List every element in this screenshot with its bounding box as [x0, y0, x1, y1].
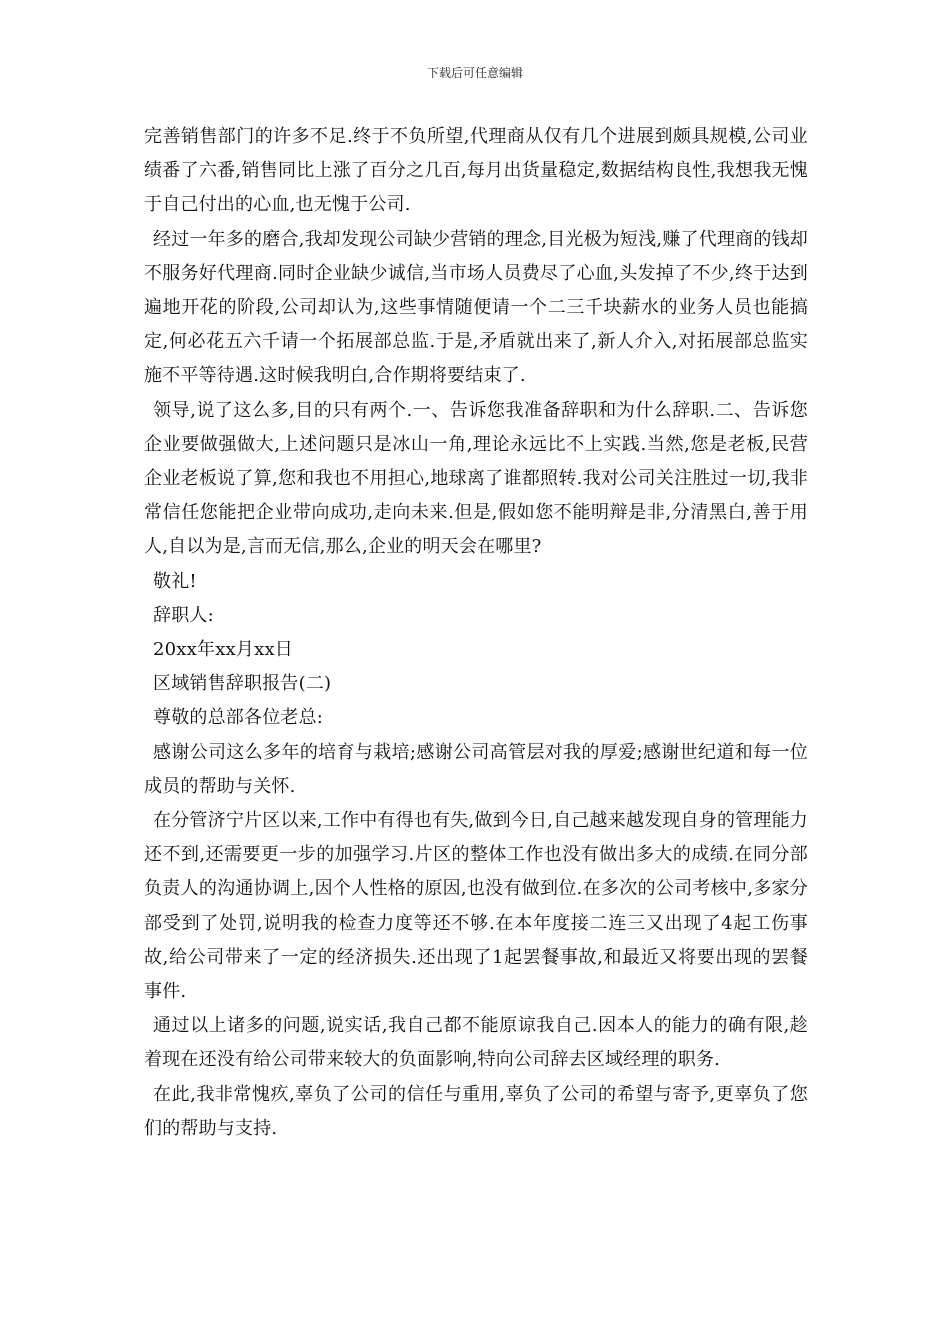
paragraph-resignation-request: 通过以上诸多的问题,说实话,我自己都不能原谅我自己.因本人的能力的确有限,趁着现在还没有给公司带来较大的负面影响,特向公司辞去区域经理的职务. [144, 1015, 808, 1071]
section-title: 区域销售辞职报告(二) [153, 673, 332, 695]
date-line: 20xx年xx月xx日 [153, 639, 294, 661]
document-body [144, 120, 808, 1146]
paragraph-apology: 在此,我非常愧疚,辜负了公司的信任与重用,辜负了公司的希望与寄予,更辜负了您们的帮助与支持. [144, 1083, 808, 1139]
signature-label: 辞职人: [153, 604, 214, 626]
paragraph-continuation: 完善销售部门的许多不足.终于不负所望,代理商从仅有几个进展到颇具规模,公司业绩番了六番,销售同比上涨了百分之几百,每月出货量稳定,数据结构良性,我想我无愧于自己付出的心血,也无愧于公司. [144, 126, 808, 216]
closing-salutation: 敬礼! [153, 570, 197, 592]
paragraph-thanks: 感谢公司这么多年的培育与栽培;感谢公司高管层对我的厚爱;感谢世纪道和每一位成员的帮助与关怀. [144, 741, 808, 797]
page-header: 下载后可任意编辑 [426, 66, 523, 80]
paragraph-self-review: 在分管济宁片区以来,工作中有得也有失,做到今日,自己越来越发现自身的管理能力还不到,还需要更一步的加强学习.片区的整体工作也没有做出多大的成绩.在同分部负责人的沟通协调上,因个人性格的原因,也没有做到位.在多次的公司考核中,多家分部受到了处罚,说明我的检查力度等还不够.在本年度接二连三又出现了4起工伤事故,给公司带来了一定的经济损失.还出现了1起罢餐事故,和最近又将要出现的罢餐事件. [144, 810, 808, 1003]
greeting-line: 尊敬的总部各位老总: [153, 707, 324, 729]
paragraph-marketing-concerns: 经过一年多的磨合,我却发现公司缺少营销的理念,目光极为短浅,赚了代理商的钱却不服务好代理商.同时企业缺少诚信,当市场人员费尽了心血,头发掉了不少,终于达到遍地开花的阶段,公司却认为,这些事情随便请一个二三千块薪水的业务人员也能搞定,何必花五六千请一个拓展部总监.于是,矛盾就出来了,新人介入,对拓展部总监实施不平等待遇.这时候我明白,合作期将要结束了. [144, 228, 808, 387]
paragraph-reasons: 领导,说了这么多,目的只有两个.一、告诉您我准备辞职和为什么辞职.二、告诉您企业要做强做大,上述问题只是冰山一角,理论永远比不上实践.当然,您是老板,民营企业老板说了算,您和我也不用担心,地球离了谁都照转.我对公司关注胜过一切,我非常信任您能把企业带向成功,走向未来.但是,假如您不能明辩是非,分清黑白,善于用人,自以为是,言而无信,那么,企业的明天会在哪里? [144, 399, 808, 558]
